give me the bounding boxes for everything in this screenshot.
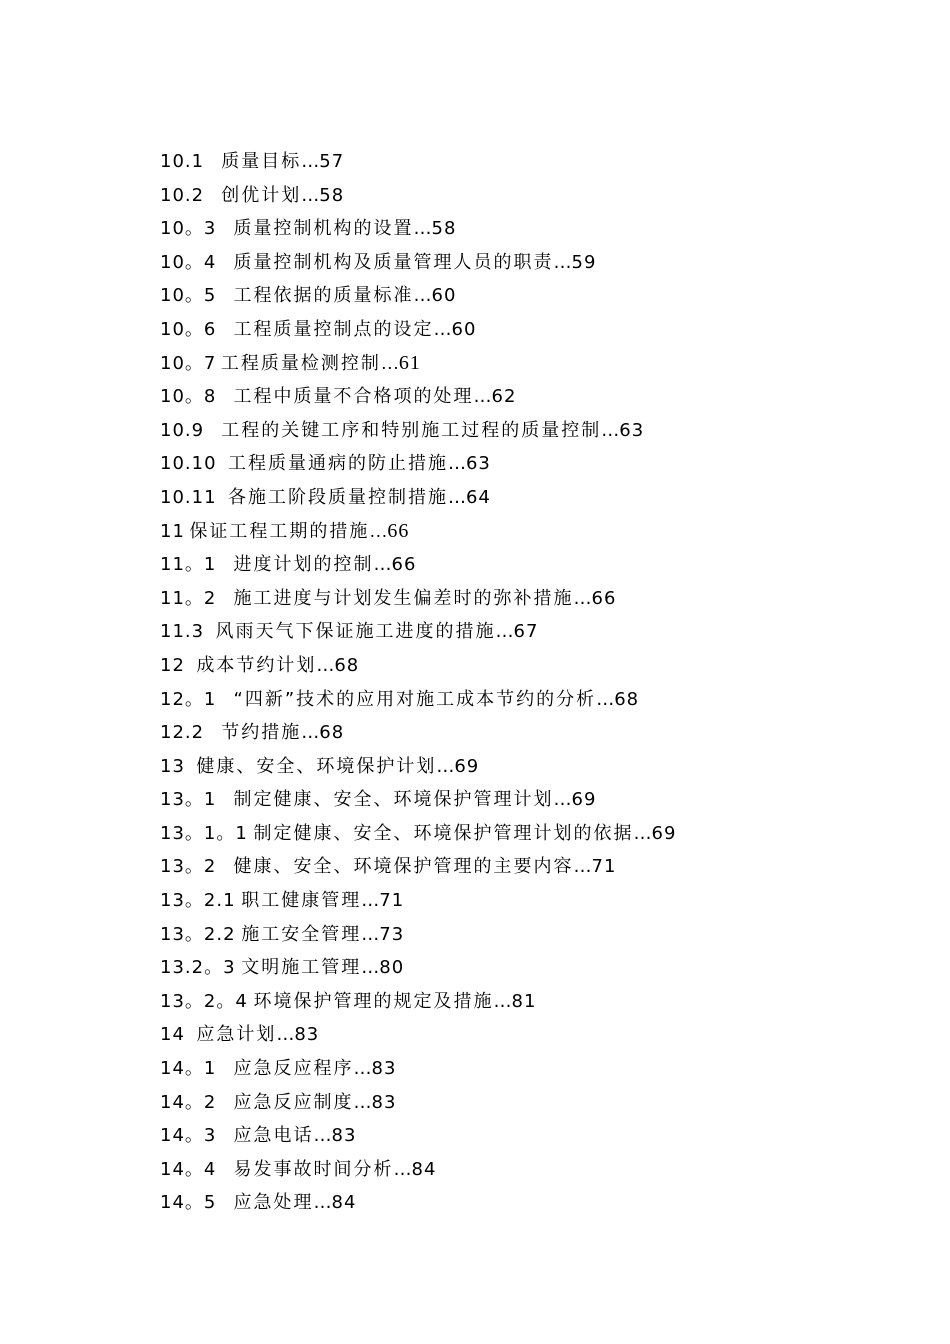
toc-entry[interactable] xyxy=(160,414,880,448)
toc-entry[interactable] xyxy=(160,246,880,280)
toc-entry[interactable] xyxy=(160,548,880,582)
toc-entry-number: 11.3 xyxy=(160,621,205,643)
toc-entry-page: 83 xyxy=(371,1091,397,1113)
toc-entry[interactable] xyxy=(160,1018,880,1052)
toc-entry[interactable] xyxy=(160,481,880,515)
toc-entry-number: 10.9 xyxy=(160,419,205,441)
toc-entry[interactable] xyxy=(160,716,880,750)
toc-entry[interactable] xyxy=(160,179,880,213)
toc-entry-page: 58 xyxy=(431,218,457,240)
toc-entry-gap xyxy=(216,1058,233,1079)
toc-entry-leader: … xyxy=(313,1192,332,1214)
toc-entry-page: 69 xyxy=(651,822,677,844)
toc-entry[interactable] xyxy=(160,750,880,784)
toc-entry[interactable] xyxy=(160,649,880,683)
toc-entry-leader: … xyxy=(433,318,452,340)
toc-entry-page: 68 xyxy=(614,688,640,710)
toc-entry[interactable] xyxy=(160,683,880,717)
toc-entry-page: 73 xyxy=(379,923,405,945)
toc-entry-title: 文明施工管理 xyxy=(241,957,362,979)
toc-entry-number: 13 xyxy=(160,755,185,777)
toc-entry-leader: … xyxy=(276,1024,295,1046)
toc-entry-page: 68 xyxy=(319,722,345,744)
toc-entry-gap xyxy=(216,554,233,575)
toc-entry[interactable] xyxy=(160,951,880,985)
toc-entry-number: 13。2。4 xyxy=(160,990,248,1012)
toc-entry-title: 工程依据的质量标准 xyxy=(233,285,414,307)
toc-entry-gap xyxy=(204,185,221,206)
toc-entry-gap xyxy=(204,621,215,642)
toc-entry-gap xyxy=(185,1024,196,1045)
toc-entry-leader: … xyxy=(573,856,592,878)
toc-entry[interactable] xyxy=(160,1153,880,1187)
toc-entry-page: 83 xyxy=(294,1024,320,1046)
toc-entry-leader: … xyxy=(553,251,572,273)
toc-entry-page: 83 xyxy=(371,1058,397,1080)
toc-entry-title: 应急处理 xyxy=(233,1192,314,1214)
toc-entry-leader: … xyxy=(495,621,514,643)
toc-entry-leader: … xyxy=(373,554,392,576)
toc-entry-number: 12 xyxy=(160,654,185,676)
toc-entry-gap xyxy=(216,1192,233,1213)
toc-entry-leader: … xyxy=(361,957,380,979)
toc-entry-number: 11 xyxy=(160,520,185,542)
toc-entry-gap xyxy=(216,789,233,810)
toc-entry-title: 质量控制机构及质量管理人员的职责 xyxy=(233,251,554,273)
toc-entry[interactable] xyxy=(160,918,880,952)
toc-entry[interactable] xyxy=(160,884,880,918)
toc-entry-number: 10。5 xyxy=(160,285,217,307)
toc-entry-title: 质量控制机构的设置 xyxy=(233,218,414,240)
toc-entry-page: 57 xyxy=(319,151,345,172)
toc-entry-number: 13。2 xyxy=(160,856,217,878)
toc-entry-number: 14。1 xyxy=(160,1058,217,1080)
toc-entry-leader: … xyxy=(380,352,399,373)
toc-entry[interactable] xyxy=(160,582,880,616)
toc-entry[interactable] xyxy=(160,347,880,381)
toc-entry-title: 工程的关键工序和特别施工过程的质量控制 xyxy=(221,419,602,441)
toc-entry-page: 59 xyxy=(571,251,597,273)
toc-entry-title: 成本节约计划 xyxy=(196,654,317,676)
toc-entry-leader: … xyxy=(301,184,320,206)
toc-entry-number: 12.2 xyxy=(160,722,205,744)
toc-entry[interactable] xyxy=(160,515,880,549)
toc-entry-page: 84 xyxy=(411,1158,437,1180)
toc-entry[interactable] xyxy=(160,279,880,313)
toc-entry-number: 10.1 xyxy=(160,151,205,172)
toc-entry-gap xyxy=(216,1125,233,1146)
toc-entry-title: 制定健康、安全、环境保护管理计划 xyxy=(233,789,554,811)
toc-entry[interactable] xyxy=(160,1119,880,1153)
toc-entry-page: 69 xyxy=(571,789,597,811)
toc-entry[interactable] xyxy=(160,447,880,481)
toc-entry-gap xyxy=(216,218,233,239)
toc-entry-gap xyxy=(204,722,221,743)
toc-entry-title: 进度计划的控制 xyxy=(233,554,374,576)
toc-entry-title: 职工健康管理 xyxy=(241,890,362,912)
toc-entry-leader: … xyxy=(473,386,492,408)
toc-entry-gap xyxy=(185,756,196,777)
toc-entry[interactable] xyxy=(160,850,880,884)
toc-entry[interactable] xyxy=(160,985,880,1019)
toc-entry-page: 63 xyxy=(465,453,491,475)
toc-entry-page: 69 xyxy=(454,755,480,777)
toc-entry[interactable] xyxy=(160,313,880,347)
toc-entry-title: 质量目标 xyxy=(221,151,302,172)
table-of-contents xyxy=(160,145,880,1220)
toc-entry-title: 制定健康、安全、环境保护管理计划的依据 xyxy=(253,822,634,844)
toc-entry-leader: … xyxy=(361,923,380,945)
toc-entry-page: 71 xyxy=(591,856,617,878)
toc-entry-title: 健康、安全、环境保护管理的主要内容 xyxy=(233,856,574,878)
toc-entry-page: 62 xyxy=(491,386,517,408)
toc-entry-page: 83 xyxy=(331,1125,357,1147)
toc-entry[interactable] xyxy=(160,1086,880,1120)
toc-entry-leader: … xyxy=(601,419,620,441)
toc-entry-leader: … xyxy=(361,890,380,912)
toc-entry-leader: … xyxy=(353,1091,372,1113)
toc-entry-page: 64 xyxy=(465,486,491,508)
toc-entry[interactable] xyxy=(160,380,880,414)
toc-entry-page: 66 xyxy=(591,587,617,609)
toc-entry-leader: … xyxy=(493,990,512,1012)
toc-entry-page: 66 xyxy=(387,519,410,542)
toc-entry-leader: … xyxy=(316,654,335,676)
toc-entry[interactable] xyxy=(160,145,880,179)
toc-entry-number: 10.10 xyxy=(160,453,217,475)
toc-entry-number: 10。8 xyxy=(160,386,217,408)
toc-entry-leader: … xyxy=(301,722,320,744)
toc-entry[interactable] xyxy=(160,212,880,246)
toc-entry-title: 保证工程工期的措施 xyxy=(189,520,370,542)
toc-entry-title: 施工进度与计划发生偏差时的弥补措施 xyxy=(233,587,574,609)
toc-entry-number: 13。2.2 xyxy=(160,923,236,945)
toc-entry-number: 14。2 xyxy=(160,1091,217,1113)
toc-entry-number: 10。3 xyxy=(160,218,217,240)
toc-entry-page: 60 xyxy=(431,285,457,307)
toc-entry-gap xyxy=(216,856,233,877)
toc-entry-gap xyxy=(217,453,228,474)
toc-entry-page: 80 xyxy=(379,957,405,979)
toc-entry-page: 58 xyxy=(319,184,345,206)
toc-entry[interactable] xyxy=(160,615,880,649)
toc-entry-leader: … xyxy=(413,285,432,307)
toc-entry-number: 14。3 xyxy=(160,1125,217,1147)
toc-entry-gap xyxy=(216,689,233,710)
toc-entry-title: “四新”技术的应用对施工成本节约的分析 xyxy=(233,688,597,710)
toc-entry-gap xyxy=(204,420,221,441)
toc-entry-title: 健康、安全、环境保护计划 xyxy=(196,755,437,777)
toc-entry-gap xyxy=(216,1159,233,1180)
toc-entry-title: 工程质量通病的防止措施 xyxy=(227,453,448,475)
toc-entry-page: 63 xyxy=(619,419,645,441)
toc-entry-number: 10.2 xyxy=(160,184,205,206)
toc-entry-number: 14。5 xyxy=(160,1192,217,1214)
toc-entry-title: 易发事故时间分析 xyxy=(233,1158,394,1180)
toc-entry-gap xyxy=(216,386,233,407)
toc-entry-leader: … xyxy=(596,688,615,710)
toc-entry-leader: … xyxy=(393,1158,412,1180)
toc-entry-gap xyxy=(216,588,233,609)
toc-entry-page: 67 xyxy=(513,621,539,643)
toc-entry-title: 节约措施 xyxy=(221,722,302,744)
toc-entry-title: 应急反应程序 xyxy=(233,1058,354,1080)
toc-entry-number: 11。2 xyxy=(160,587,217,609)
toc-entry-number: 10。7 xyxy=(160,352,217,374)
toc-entry-page: 84 xyxy=(331,1192,357,1214)
toc-entry-title: 风雨天气下保证施工进度的措施 xyxy=(215,621,496,643)
toc-entry-leader: … xyxy=(573,587,592,609)
toc-entry-gap xyxy=(185,655,196,676)
toc-entry-gap xyxy=(216,285,233,306)
toc-entry-number: 11。1 xyxy=(160,554,217,576)
toc-entry-title: 环境保护管理的规定及措施 xyxy=(253,990,494,1012)
toc-entry-title: 创优计划 xyxy=(221,184,302,206)
toc-entry-title: 应急计划 xyxy=(196,1024,277,1046)
toc-entry-page: 81 xyxy=(511,990,537,1012)
toc-entry-page: 60 xyxy=(451,318,477,340)
toc-entry-title: 施工安全管理 xyxy=(241,923,362,945)
toc-entry-number: 10。6 xyxy=(160,318,217,340)
toc-entry-gap xyxy=(204,151,221,172)
toc-entry[interactable] xyxy=(160,1052,880,1086)
toc-entry-page: 68 xyxy=(334,654,360,676)
toc-entry-number: 10。4 xyxy=(160,251,217,273)
toc-entry-number: 10.11 xyxy=(160,486,217,508)
toc-entry-number: 14 xyxy=(160,1024,185,1046)
toc-entry-leader: … xyxy=(553,789,572,811)
toc-entry-title: 各施工阶段质量控制措施 xyxy=(227,486,448,508)
toc-entry[interactable] xyxy=(160,817,880,851)
toc-entry-leader: … xyxy=(633,822,652,844)
toc-entry-title: 应急反应制度 xyxy=(233,1091,354,1113)
toc-entry-leader: … xyxy=(369,520,388,541)
toc-entry[interactable] xyxy=(160,783,880,817)
toc-entry-title: 工程中质量不合格项的处理 xyxy=(233,386,474,408)
toc-entry-gap xyxy=(216,319,233,340)
toc-entry-number: 12。1 xyxy=(160,688,217,710)
toc-entry-leader: … xyxy=(447,453,466,475)
toc-entry-leader: … xyxy=(313,1125,332,1147)
toc-entry-number: 13。2.1 xyxy=(160,890,236,912)
toc-entry-leader: … xyxy=(301,151,320,172)
toc-entry[interactable] xyxy=(160,1186,880,1220)
toc-entry-leader: … xyxy=(353,1058,372,1080)
toc-entry-page: 66 xyxy=(391,554,417,576)
toc-entry-leader: … xyxy=(413,218,432,240)
toc-entry-gap xyxy=(216,1092,233,1113)
toc-entry-title: 工程质量控制点的设定 xyxy=(233,318,434,340)
toc-entry-title: 工程质量检测控制 xyxy=(220,352,381,374)
toc-entry-number: 13。1 xyxy=(160,789,217,811)
toc-entry-number: 13.2。3 xyxy=(160,957,236,979)
toc-entry-number: 13。1。1 xyxy=(160,822,248,844)
toc-entry-leader: … xyxy=(447,486,466,508)
toc-entry-page: 71 xyxy=(379,890,405,912)
toc-entry-gap xyxy=(217,487,228,508)
toc-entry-leader: … xyxy=(436,755,455,777)
toc-entry-gap xyxy=(216,252,233,273)
toc-entry-page: 61 xyxy=(398,351,421,374)
toc-entry-title: 应急电话 xyxy=(233,1125,314,1147)
toc-entry-number: 14。4 xyxy=(160,1158,217,1180)
